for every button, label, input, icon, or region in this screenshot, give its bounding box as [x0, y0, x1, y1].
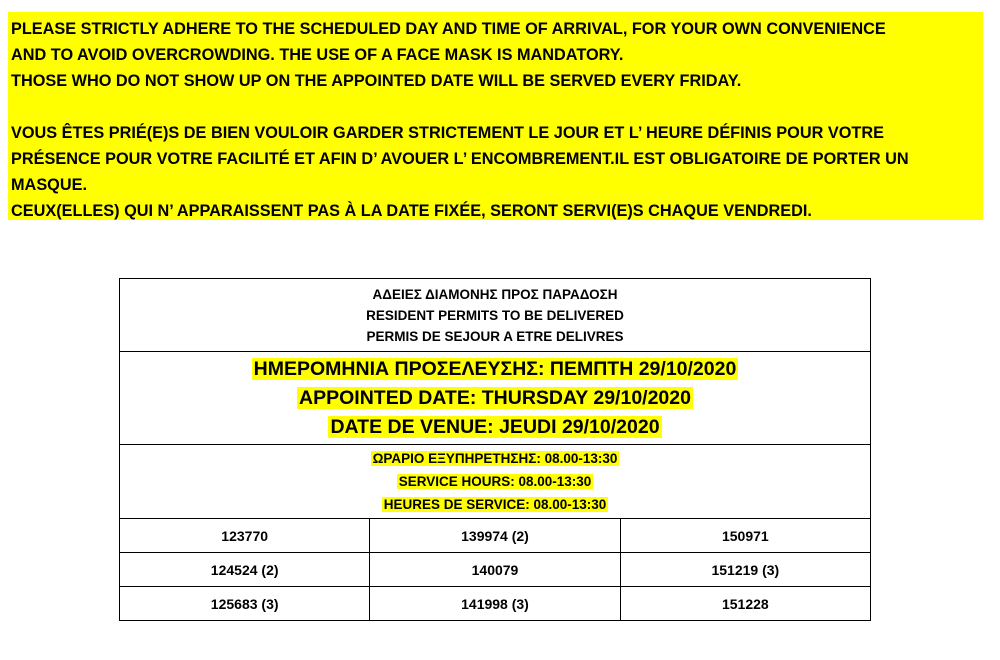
service-hours-greek: ΩΡΑΡΙΟ ΕΞΥΠΗΡΕΤΗΣΗΣ: 08.00-13:30: [372, 451, 618, 466]
notice-french-line-2: PRÉSENCE POUR VOTRE FACILITÉ ET AFIN D’ AVOUER L’ ENCOMBREMENT.IL EST OBLIGATOIRE DE PORTER UN: [11, 150, 909, 168]
permits-title-greek: ΑΔΕΙΕΣ ΔΙΑΜΟΝΗΣ ΠΡΟΣ ΠΑΡΑΔΟΣΗ: [372, 286, 618, 302]
permit-number: 141998 (3): [370, 587, 620, 621]
permit-number: 151228: [620, 587, 870, 621]
service-hours-english: SERVICE HOURS: 08.00-13:30: [398, 474, 592, 489]
permit-number: 125683 (3): [120, 587, 370, 621]
service-hours-french: HEURES DE SERVICE: 08.00-13:30: [383, 497, 607, 512]
notice-english-line-3: THOSE WHO DO NOT SHOW UP ON THE APPOINTED DATE WILL BE SERVED EVERY FRIDAY.: [11, 72, 742, 90]
table-row: [120, 519, 871, 553]
permit-number: 150971: [620, 519, 870, 553]
appointed-date-french: DATE DE VENUE: JEUDI 29/10/2020: [330, 415, 660, 438]
permit-number: 151219 (3): [620, 553, 870, 587]
table-row: [120, 587, 871, 621]
notice-french-line-3: MASQUE.: [11, 176, 87, 194]
notice-french-line-1: VOUS ÊTES PRIÉ(E)S DE BIEN VOULOIR GARDER STRICTEMENT LE JOUR ET L’ HEURE DÉFINIS POUR VOTRE: [11, 124, 884, 142]
permits-hours-row: [120, 445, 871, 519]
notice-spacer: [11, 94, 983, 120]
permit-number: 124524 (2): [120, 553, 370, 587]
table-row: [120, 553, 871, 587]
permit-number: 123770: [120, 519, 370, 553]
permits-title-cell: [120, 279, 871, 352]
permits-table: [119, 278, 871, 621]
permits-title-french: PERMIS DE SEJOUR A ETRE DELIVRES: [366, 328, 624, 344]
permits-date-row: [120, 352, 871, 445]
permits-title-english: RESIDENT PERMITS TO BE DELIVERED: [366, 307, 624, 323]
notice-english-line-2: AND TO AVOID OVERCROWDING. THE USE OF A FACE MASK IS MANDATORY.: [11, 46, 624, 64]
notice-banner: [8, 12, 983, 220]
service-hours-cell: [120, 445, 871, 519]
appointed-date-english: APPOINTED DATE: THURSDAY 29/10/2020: [299, 386, 691, 409]
permits-title-row: [120, 279, 871, 352]
permit-number: 139974 (2): [370, 519, 620, 553]
appointed-date-greek: ΗΜΕΡΟΜΗΝΙΑ ΠΡΟΣΕΛΕΥΣΗΣ: ΠΕΜΠΤΗ 29/10/2020: [253, 357, 737, 380]
appointed-date-cell: [120, 352, 871, 445]
notice-english-line-1: PLEASE STRICTLY ADHERE TO THE SCHEDULED DAY AND TIME OF ARRIVAL, FOR YOUR OWN CONVENIENCE: [11, 20, 886, 38]
permit-number: 140079: [370, 553, 620, 587]
notice-french-line-4: CEUX(ELLES) QUI N’ APPARAISSENT PAS À LA DATE FIXÉE, SERONT SERVI(E)S CHAQUE VENDREDI.: [11, 202, 812, 220]
